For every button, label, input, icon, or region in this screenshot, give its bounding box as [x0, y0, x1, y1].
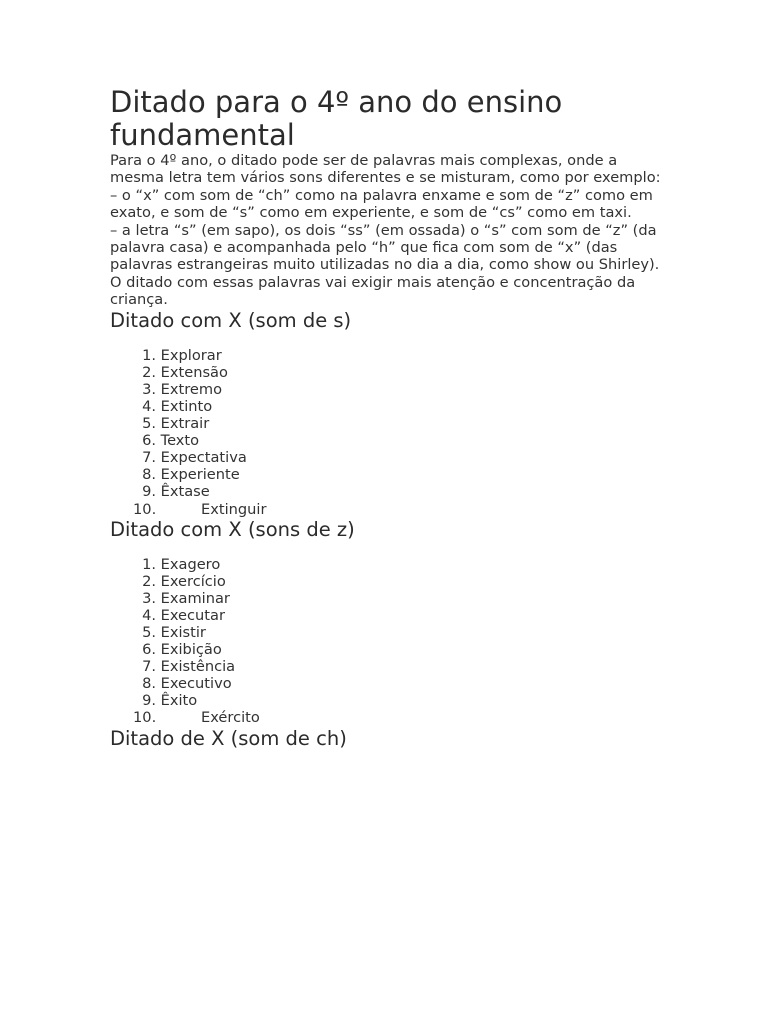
list-item-number: 1.	[142, 555, 156, 573]
list-item-number: 5.	[142, 415, 156, 433]
list-item-number: 7.	[142, 658, 156, 676]
list-item	[110, 675, 670, 692]
list-item	[110, 364, 670, 381]
list-item	[110, 556, 670, 573]
list-item-number: 10.	[133, 709, 157, 727]
list-item-word: Executivo	[160, 675, 232, 693]
list-item-word: Explorar	[160, 346, 222, 364]
list-item	[110, 501, 670, 518]
list-item-number: 6.	[142, 641, 156, 659]
list-item	[110, 415, 670, 432]
list-item-word: Existir	[160, 623, 206, 641]
list-item	[110, 449, 670, 466]
list-item	[110, 432, 670, 449]
list-item-number: 7.	[142, 449, 156, 467]
list-item-word: Executar	[160, 606, 225, 624]
x-sounds-paragraph: – o “x” com som de “ch” como na palavra enxame e som de “z” como em exato, e som de “s” como em experiente, e som de “cs” como em taxi.	[110, 186, 653, 222]
list-item-number: 1.	[142, 346, 156, 364]
list-item-word: Expectativa	[160, 449, 247, 467]
list-item	[110, 573, 670, 590]
list-item-word: Exibição	[160, 641, 222, 659]
list-item-word: Extrair	[160, 415, 210, 433]
list-item-number: 9.	[142, 483, 156, 501]
list-item-number: 8.	[142, 675, 156, 693]
list-item	[110, 692, 670, 709]
s-sounds-paragraph: – a letra “s” (em sapo), os dois “ss” (em ossada) o “s” com som de “z” (da palavra casa) e acompanhada pelo “h” que fica com som de “x” (das palavras estrangeiras muito utilizadas no dia a dia, como show ou Shirley).	[110, 221, 660, 274]
list-item-number: 4.	[142, 606, 156, 624]
list-item	[110, 607, 670, 624]
intro-paragraph: Para o 4º ano, o ditado pode ser de palavras mais complexas, onde a mesma letra tem vários sons diferentes e se misturam, como por exemplo:	[110, 152, 661, 187]
list-item	[110, 381, 670, 398]
list-item-number: 3.	[142, 380, 156, 398]
list-item	[110, 347, 670, 364]
list-item	[110, 466, 670, 483]
list-item	[110, 641, 670, 658]
list-item-number: 2.	[142, 572, 156, 590]
list-item-word: Exercício	[160, 572, 226, 590]
list-item-number: 2.	[142, 363, 156, 381]
list-item-number: 10.	[133, 500, 157, 518]
list-item-word: Êxito	[160, 692, 198, 710]
section-heading-sons-de-z: Ditado com X (sons de z)	[110, 517, 355, 541]
list-item-word: Extremo	[160, 380, 223, 398]
list-item-number: 4.	[142, 397, 156, 415]
list-item-word: Texto	[160, 432, 200, 450]
list-item-word: Extensão	[160, 363, 228, 381]
list-item-word: Extinguir	[201, 500, 267, 518]
list-item-number: 8.	[142, 466, 156, 484]
list-item	[110, 624, 670, 641]
conclusion-paragraph: O ditado com essas palavras vai exigir mais atenção e concentração da criança.	[110, 273, 636, 309]
word-list-sons-de-z	[110, 556, 670, 727]
word-list-som-de-s	[110, 347, 670, 518]
section-heading-som-de-ch: Ditado de X (som de ch)	[110, 726, 347, 750]
list-item	[110, 658, 670, 675]
list-item-word: Extinto	[160, 397, 213, 415]
list-item-word: Êxtase	[160, 483, 210, 501]
list-item-word: Exército	[201, 709, 260, 727]
section-heading-som-de-s: Ditado com X (som de s)	[110, 308, 352, 332]
list-item	[110, 709, 670, 726]
list-item-word: Examinar	[160, 589, 230, 607]
list-item-word: Existência	[160, 658, 236, 676]
list-item	[110, 590, 670, 607]
list-item-word: Experiente	[160, 466, 240, 484]
list-item-number: 9.	[142, 692, 156, 710]
page-title: Ditado para o 4º ano do ensino fundamental	[110, 85, 563, 152]
list-item	[110, 398, 670, 415]
list-item-word: Exagero	[160, 555, 221, 573]
list-item-number: 3.	[142, 589, 156, 607]
document-content	[110, 86, 670, 751]
list-item	[110, 483, 670, 500]
list-item-number: 5.	[142, 623, 156, 641]
list-item-number: 6.	[142, 432, 156, 450]
